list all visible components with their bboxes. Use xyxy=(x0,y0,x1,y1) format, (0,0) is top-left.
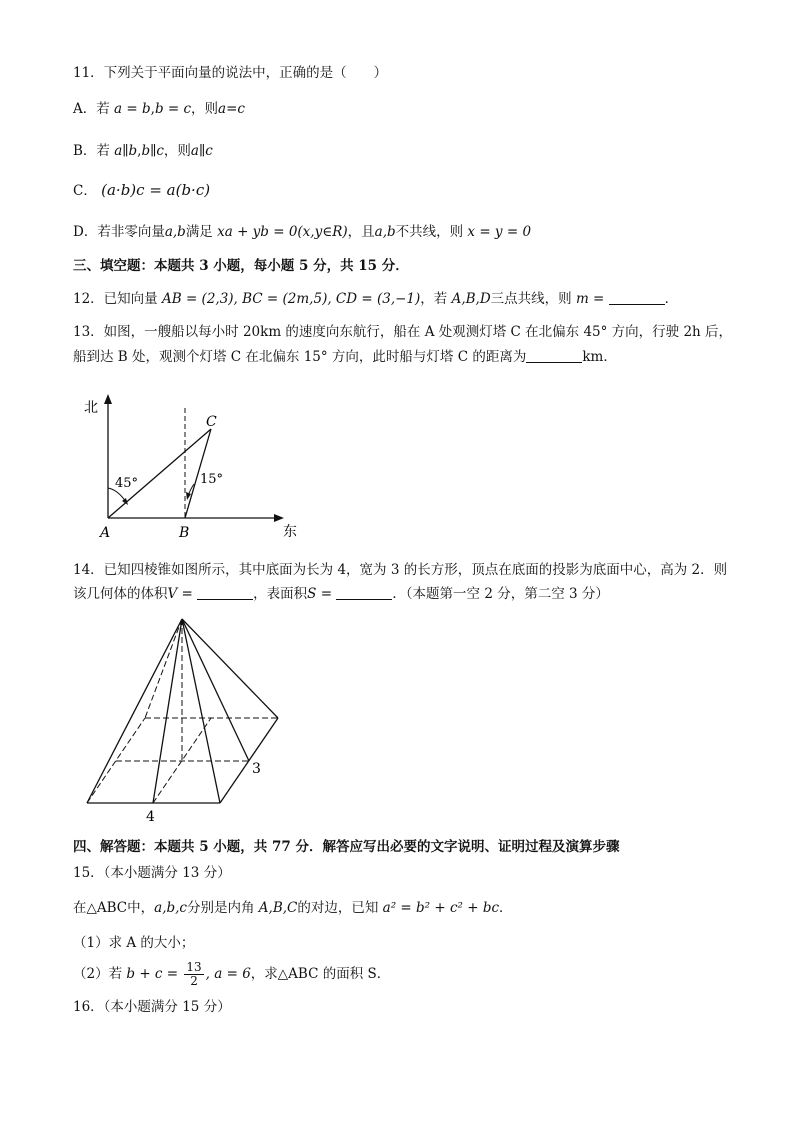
text: 在△ABC中， xyxy=(73,900,155,916)
text: 该几何体的体积 xyxy=(73,586,168,602)
answer-blank[interactable] xyxy=(609,290,665,305)
option-label: A．若 xyxy=(73,101,110,117)
q14-line1: 14．已知四棱锥如图所示，其中底面为长为 4，宽为 3 的长方形，顶点在底面的投影为底面中心，高为 2．则 xyxy=(73,562,728,578)
lateral-edge xyxy=(145,619,182,718)
math-sep: , xyxy=(150,101,155,117)
line-AC xyxy=(108,429,211,518)
text: ．（本题第一空 2 分，第二空 3 分） xyxy=(392,586,609,602)
math-expr: A,B,C xyxy=(258,900,298,916)
math-expr: b∥c xyxy=(141,143,164,159)
math-expr: a=c xyxy=(218,101,245,117)
math-expr: A,B,D xyxy=(451,291,491,307)
math-expr: a = b xyxy=(114,101,151,117)
math-expr: a,b xyxy=(164,224,186,240)
text: ，则 xyxy=(191,101,219,117)
math-expr: V = xyxy=(167,586,193,602)
section-4-heading: 四、解答题：本题共 5 小题，共 77 分．解答应写出必要的文字说明、证明过程及演算步骤 xyxy=(73,839,620,855)
q12 xyxy=(73,289,678,309)
slant-height xyxy=(182,619,249,761)
q15-part1: （1）求 A 的大小； xyxy=(73,935,195,951)
math-expr: a∥b xyxy=(114,143,138,159)
text: ，且 xyxy=(347,224,375,240)
q16-head: 16．（本小题满分 15 分） xyxy=(73,999,231,1015)
lateral-edge xyxy=(182,619,278,718)
fraction xyxy=(184,961,203,988)
q14-line2 xyxy=(73,584,609,604)
text: 三点共线，则 xyxy=(490,291,572,307)
text: km． xyxy=(582,349,617,365)
math-sep: , xyxy=(137,143,142,159)
option-label: B．若 xyxy=(73,143,110,159)
section-3-heading: 三、填空题：本题共 3 小题，每小题 5 分，共 15 分． xyxy=(73,258,409,274)
math-expr: b + c = xyxy=(126,966,179,982)
math-expr: b = c xyxy=(154,101,192,117)
north-arrow-icon xyxy=(104,394,112,404)
math-expr: AB = (2,3), BC = (2m,5), CD = (3,−1) xyxy=(161,291,421,307)
label-B: B xyxy=(179,525,190,541)
figure-13-diagram xyxy=(78,392,303,542)
text: 满足 xyxy=(185,224,213,240)
label-east: 东 xyxy=(283,524,297,540)
math-expr: a,b xyxy=(374,224,396,240)
text: ． xyxy=(499,900,513,916)
math-expr: m = xyxy=(575,291,605,307)
math-expr: x = y = 0 xyxy=(467,224,532,240)
q15-head: 15．（本小题满分 13 分） xyxy=(73,865,231,881)
q15-part2 xyxy=(73,961,390,988)
text: ，若 xyxy=(420,291,448,307)
math-expr: a² = b² + c² + bc xyxy=(382,900,500,916)
label-angle-45: 45° xyxy=(115,476,139,491)
label-width: 3 xyxy=(252,761,261,777)
q13-line1: 13．如图，一艘船以每小时 20km 的速度向东航行，船在 A 处观测灯塔 C 在北偏东 45° 方向，行驶 2h 后， xyxy=(73,324,733,340)
option-label: C． xyxy=(73,183,97,199)
label-A: A xyxy=(100,525,111,541)
text: ，求△ABC 的面积 S． xyxy=(250,966,391,982)
q11-option-d xyxy=(73,222,531,242)
text: （2）若 xyxy=(73,966,123,982)
text: 12．已知向量 xyxy=(73,291,158,307)
east-arrow-icon xyxy=(274,514,284,522)
q15-stem xyxy=(73,898,513,918)
label-C: C xyxy=(206,414,217,430)
label-length: 4 xyxy=(146,809,155,825)
text: 船到达 B 处，观测个灯塔 C 在北偏东 15° 方向，此时船与灯塔 C 的距离为 xyxy=(73,349,527,365)
numerator: 13 xyxy=(186,960,202,974)
label-north: 北 xyxy=(84,400,98,416)
text: ，表面积 xyxy=(253,586,308,602)
q11-option-c xyxy=(73,180,210,201)
math-expr: (a·b)c = a(b·c) xyxy=(101,181,211,199)
denominator: 2 xyxy=(190,974,198,988)
math-expr: xa + yb = 0(x,y∈R) xyxy=(217,224,348,240)
q13-line2 xyxy=(73,347,617,367)
math-expr: S = xyxy=(307,586,333,602)
math-expr: a∥c xyxy=(190,143,213,159)
text: ． xyxy=(664,291,679,307)
answer-blank[interactable] xyxy=(336,585,392,600)
q11-option-b xyxy=(73,141,213,161)
text: 不共线，则 xyxy=(395,224,464,240)
answer-blank[interactable] xyxy=(526,348,582,363)
text: 的对边，已知 xyxy=(297,900,379,916)
text: 分别是内角 xyxy=(186,900,255,916)
math-expr: , a = 6 xyxy=(205,966,251,982)
label-angle-15: 15° xyxy=(200,472,224,487)
text: ，则 xyxy=(163,143,191,159)
option-label: D．若非零向量 xyxy=(73,224,165,240)
lateral-edge xyxy=(182,619,220,803)
q11-option-a xyxy=(73,99,245,119)
figure-14-pyramid xyxy=(80,614,290,829)
q11-stem: 11．下列关于平面向量的说法中，正确的是（ ） xyxy=(73,65,388,81)
answer-blank[interactable] xyxy=(197,585,253,600)
math-expr: a,b,c xyxy=(154,900,187,916)
